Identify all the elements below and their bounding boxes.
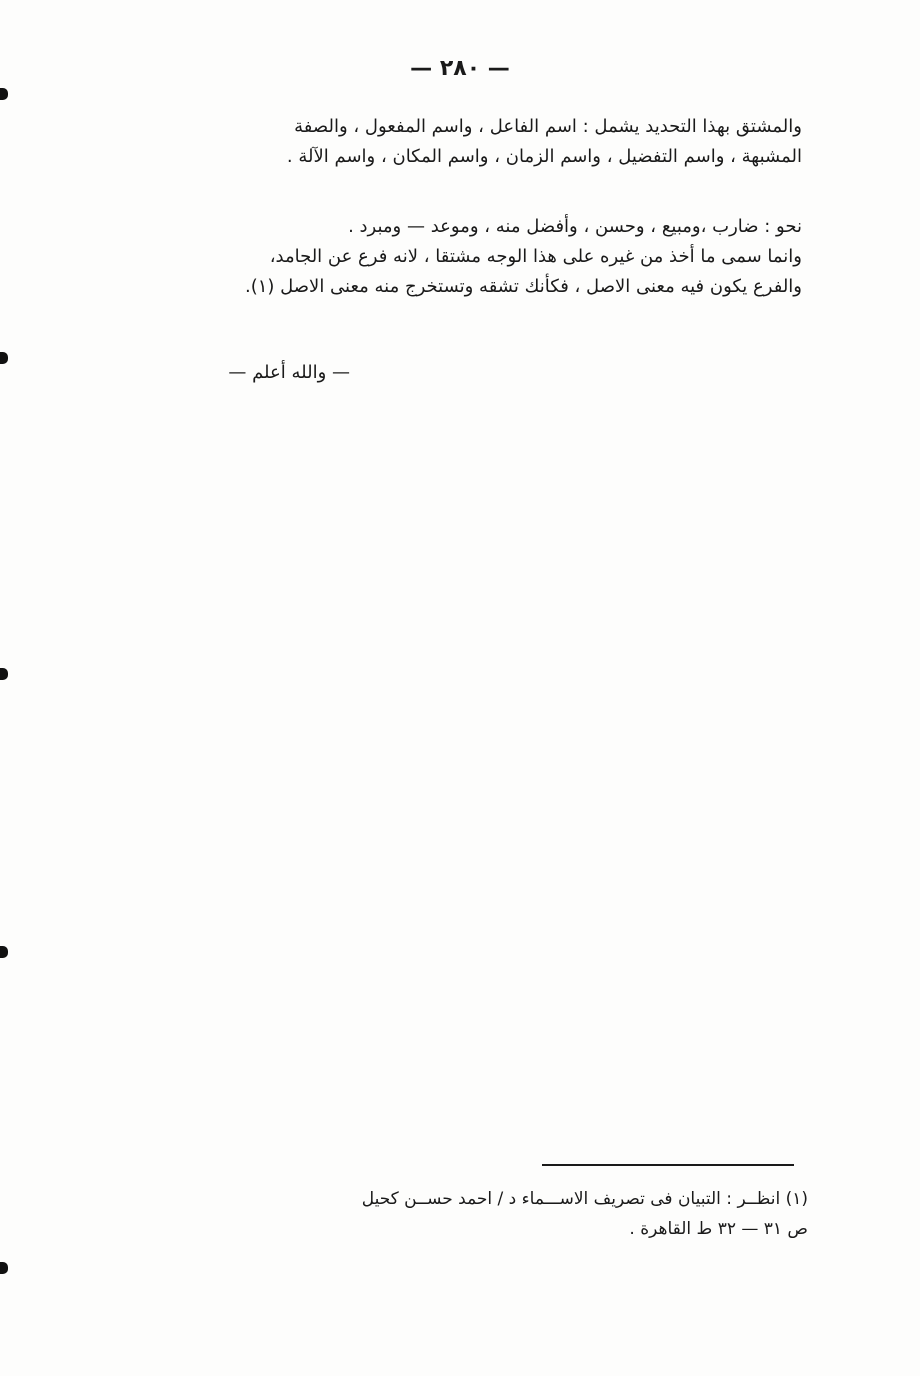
- body-paragraph: [122, 112, 802, 172]
- page-number: — ٢٨٠ —: [410, 56, 510, 81]
- body-paragraph: [122, 212, 802, 302]
- text-line: والفرع يكون فيه معنى الاصل ، فكأنك تشقه وتستخرج منه معنى الاصل (١).: [244, 276, 802, 297]
- text-line: والمشتق بهذا التحديد يشمل : اسم الفاعل ، واسم المفعول ، والصفة: [294, 116, 802, 137]
- text-line: نحو : ضارب ،ومبيع ، وحسن ، وأفضل منه ، وموعد — ومبرد .: [348, 216, 802, 237]
- text-line: وانما سمى ما أخذ من غيره على هذا الوجه مشتقا ، لانه فرع عن الجامد،: [269, 246, 802, 267]
- footnote-line: ص ٣١ — ٣٢ ط القاهرة .: [629, 1219, 808, 1239]
- binding-hole-mark: [0, 352, 8, 364]
- text-line: المشبهة ، واسم التفضيل ، واسم الزمان ، واسم المكان ، واسم الآلة .: [286, 146, 802, 167]
- footnote-separator: [542, 1164, 794, 1166]
- closing-phrase: — والله أعلم —: [228, 362, 350, 383]
- binding-hole-mark: [0, 88, 8, 100]
- binding-hole-mark: [0, 668, 8, 680]
- footnote-line: (١) انظــر : التبيان فى تصريف الاســـماء د / احمد حســن كحيل: [361, 1189, 808, 1209]
- binding-hole-mark: [0, 946, 8, 958]
- binding-hole-mark: [0, 1262, 8, 1274]
- footnote: [118, 1184, 808, 1244]
